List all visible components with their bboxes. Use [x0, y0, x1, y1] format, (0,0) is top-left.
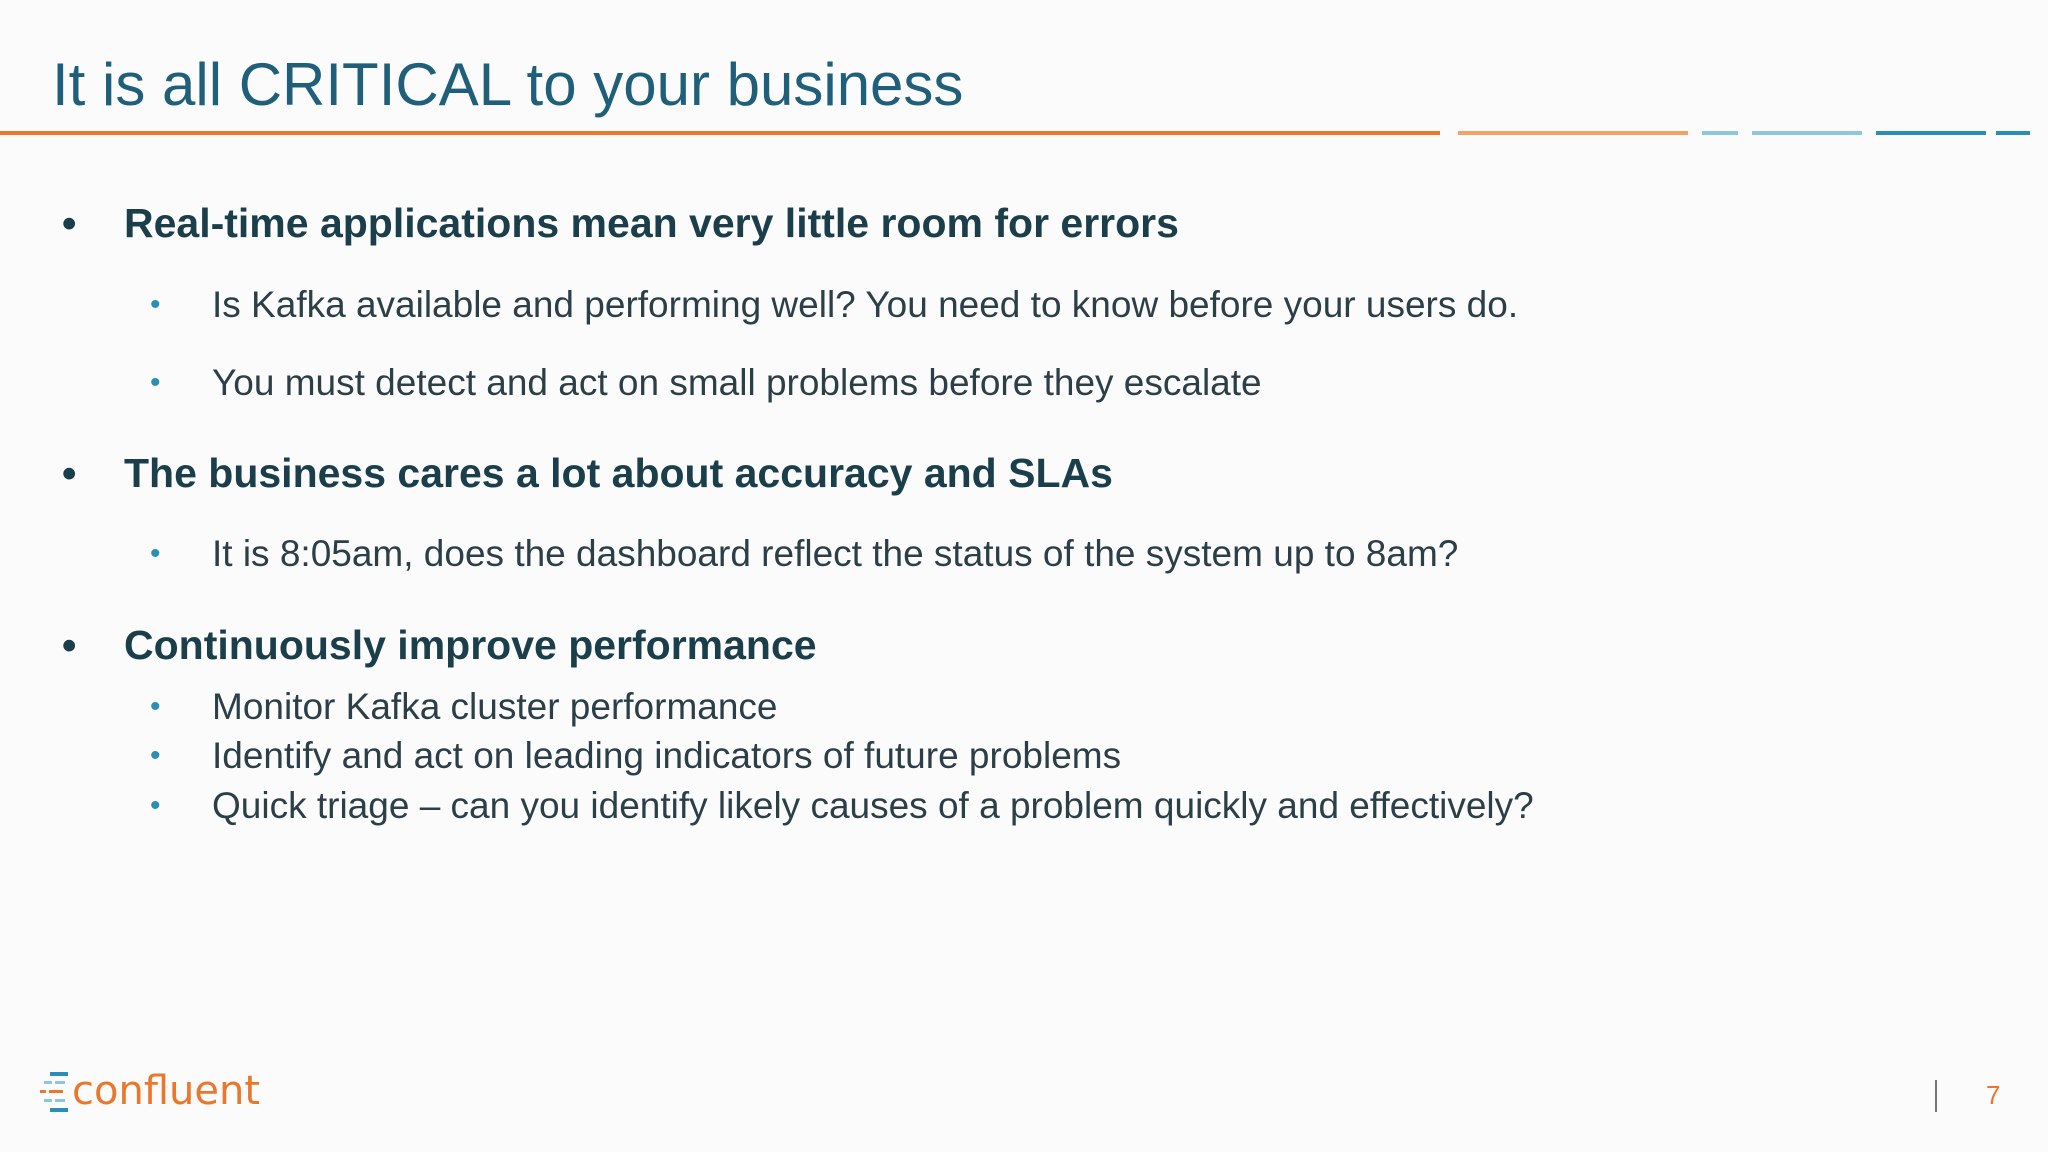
sub-bullet-dot: • [150, 366, 161, 399]
sub-bullet-item [150, 735, 1121, 777]
sub-bullet-dot: • [150, 739, 161, 772]
page-number: 7 [1986, 1080, 2001, 1110]
sub-bullet-dot: • [150, 690, 161, 723]
sub-bullet-text: Quick triage – can you identify likely causes of a problem quickly and effectively? [212, 785, 1534, 826]
bullet-text: Real-time applications mean very little room for errors [124, 200, 1179, 246]
confluent-logo [40, 1063, 320, 1125]
footer-separator [1935, 1080, 1937, 1112]
sub-bullet-item [150, 362, 1262, 404]
sub-bullet-dot: • [150, 288, 161, 321]
bullet-dot: • [62, 200, 77, 246]
logo-mark-icon [40, 1072, 68, 1112]
sub-bullet-text: Identify and act on leading indicators of future problems [212, 735, 1122, 776]
logo-wordmark: confluent [72, 1068, 261, 1114]
bullet-dot: • [62, 450, 77, 496]
sub-bullet-item [150, 284, 1518, 326]
sub-bullet-text: It is 8:05am, does the dashboard reflect the status of the system up to 8am? [212, 533, 1459, 574]
sub-bullet-dot: • [150, 537, 161, 570]
sub-bullet-item [150, 686, 778, 728]
sub-bullet-text: Is Kafka available and performing well? You need to know before your users do. [212, 284, 1519, 325]
sub-bullet-text: You must detect and act on small problems before they escalate [212, 362, 1262, 403]
bullet-item [62, 622, 817, 669]
sub-bullet-dot: • [150, 789, 161, 822]
sub-bullet-item [150, 533, 1458, 575]
bullet-text: Continuously improve performance [124, 622, 817, 668]
bullet-item [62, 450, 1113, 497]
sub-bullet-item [150, 785, 1534, 827]
bullet-item [62, 200, 1179, 247]
sub-bullet-text: Monitor Kafka cluster performance [212, 686, 778, 727]
slide-title: It is all CRITICAL to your business [52, 51, 964, 118]
bullet-text: The business cares a lot about accuracy and SLAs [124, 450, 1113, 496]
bullet-dot: • [62, 622, 77, 668]
